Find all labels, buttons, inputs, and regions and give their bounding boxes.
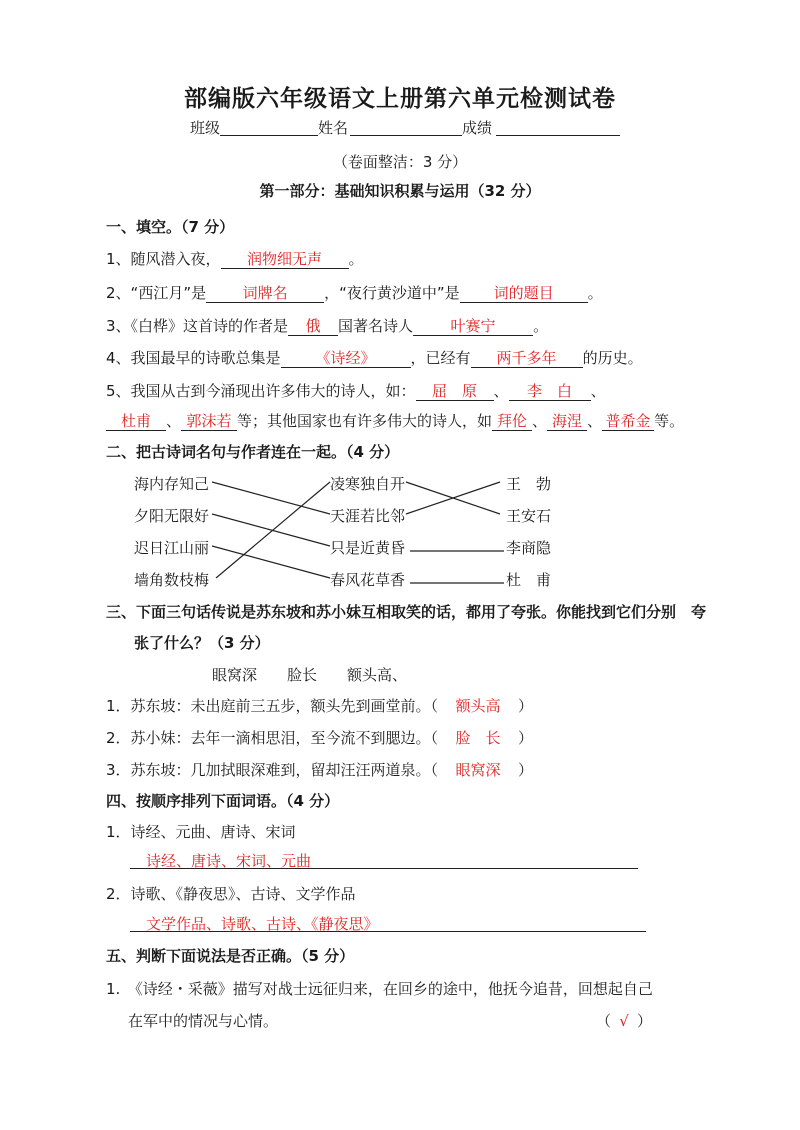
exam-title: 部编版六年级语文上册第六单元检测试卷 [184, 86, 616, 112]
match-line [406, 482, 500, 514]
match-line [212, 482, 330, 514]
s4-q1: 1．诗经、元曲、唐诗、宋词 [106, 823, 296, 841]
part1-heading: 第一部分：基础知识积累与运用（32 分） [259, 182, 541, 200]
q-text: 1、随风潜入夜， [106, 250, 221, 268]
options-list: 眼窝深 脸长 额头高、 [212, 666, 408, 684]
s5-q1-line1: 1. 《诗经・采薇》描写对战士远征归来，在回乡的途中，他抚今追昔，回想起自己 [106, 980, 653, 998]
col2-item[interactable]: 只是近黄昏 [330, 539, 406, 557]
class-label: 班级 [190, 119, 221, 137]
answer[interactable]: 额头高 [455, 697, 501, 715]
s4-q2-answer[interactable]: 文学作品、诗歌、古诗、《静夜思》 [146, 915, 379, 933]
answer-blank[interactable]: 叶赛宁 [413, 317, 533, 336]
answer-blank[interactable]: 俄 [288, 317, 338, 336]
section3-title-line2: 张了什么？（3 分） [134, 634, 270, 652]
answer-blank[interactable]: 海涅 [547, 412, 587, 431]
answer-line [130, 931, 646, 932]
s3-item: 2．苏小妹：去年一滴相思泪，至今流不到腮边。（ 脸 长 ） [106, 729, 534, 747]
section1-title: 一、填空。（7 分） [106, 218, 235, 236]
col3-item[interactable]: 王安石 [506, 507, 552, 525]
col3-item[interactable]: 王 勃 [506, 475, 552, 493]
section4-title: 四、按顺序排列下面词语。（4 分） [106, 792, 340, 810]
name-label: 姓名 [318, 119, 349, 137]
answer-blank[interactable]: 杜甫 [106, 412, 166, 431]
s4-q1-answer[interactable]: 诗经、唐诗、宋词、元曲 [146, 852, 312, 870]
answer-blank[interactable]: 词牌名 [206, 284, 324, 303]
col1-item[interactable]: 墙角数枝梅 [134, 571, 210, 589]
match-line [212, 546, 330, 578]
class-field[interactable] [220, 135, 318, 136]
s5-q1-line2: 在军中的情况与心情。 [128, 1012, 279, 1030]
section5-title: 五、判断下面说法是否正确。（5 分） [106, 947, 355, 965]
s3-item: 3．苏东坡：几加拭眼深难到，留却汪汪两道泉。（ 眼窝深 ） [106, 761, 534, 779]
answer-blank[interactable]: 郭沫若 [181, 412, 237, 431]
match-line [216, 482, 330, 578]
col3-item[interactable]: 杜 甫 [506, 571, 552, 589]
section2-title: 二、把古诗词名句与作者连在一起。（4 分） [106, 443, 400, 461]
col3-item[interactable]: 李商隐 [506, 539, 552, 557]
col1-item[interactable]: 夕阳无限好 [134, 507, 210, 525]
col1-item[interactable]: 迟日江山丽 [134, 539, 210, 557]
name-field[interactable] [350, 135, 462, 136]
q1-5-line2: 杜甫 、 郭沫若 等；其他国家也有许多伟大的诗人，如 拜伦 、 海涅 、 普希金 等。 [106, 410, 684, 431]
answer-blank[interactable]: 词的题目 [460, 284, 588, 303]
answer-line [130, 868, 638, 869]
col2-item[interactable]: 春风花草香 [330, 571, 406, 589]
s4-q2: 2．诗歌、《静夜思》、古诗、文学作品 [106, 885, 356, 903]
neatness-note: （卷面整洁：3 分） [332, 153, 468, 171]
answer[interactable]: 眼窝深 [455, 761, 501, 779]
answer[interactable]: 脸 长 [455, 729, 501, 747]
check-mark-icon[interactable]: √ [619, 1012, 629, 1030]
match-line [212, 514, 330, 546]
col2-item[interactable]: 天涯若比邻 [330, 507, 406, 525]
answer-blank[interactable]: 《诗经》 [281, 349, 411, 368]
q1-2: 2、“西江月”是 词牌名 ，“夜行黄沙道中”是 词的题目 。 [106, 284, 603, 302]
q1-5-line1: 5、我国从古到今涌现出许多伟大的诗人，如： 屈 原 、 李 白 、 [106, 382, 606, 400]
answer-blank[interactable]: 两千多年 [471, 349, 583, 368]
match-line [406, 482, 500, 514]
score-field[interactable] [496, 135, 620, 136]
answer-blank[interactable]: 李 白 [509, 382, 591, 401]
section3-title-line1: 三、下面三句话传说是苏东坡和苏小妹互相取笑的话，都用了夸张。你能找到它们分别 夸 [106, 603, 707, 621]
answer-blank[interactable]: 普希金 [602, 412, 654, 431]
s3-item: 1．苏东坡：未出庭前三五步，额头先到画堂前。（ 额头高 ） [106, 697, 534, 715]
q-text: 2、“西江月”是 [106, 284, 207, 302]
answer-blank[interactable]: 润物细无声 [221, 250, 349, 269]
answer-blank[interactable]: 拜伦 [492, 412, 532, 431]
q1-3: 3、《白桦》这首诗的作者是 俄 国著名诗人 叶赛宁 。 [106, 317, 549, 335]
score-label: 成绩 [462, 119, 493, 137]
col2-item[interactable]: 凌寒独自开 [330, 475, 406, 493]
q1-1: 1、随风潜入夜， 润物细无声 。 [106, 250, 364, 268]
q1-4: 4、我国最早的诗歌总集是 《诗经》 ，已经有 两千多年 的历史。 [106, 349, 643, 367]
answer-blank[interactable]: 屈 原 [416, 382, 494, 401]
col1-item[interactable]: 海内存知己 [134, 475, 210, 493]
s5-q1-judge: （ √ ） [596, 1012, 653, 1030]
